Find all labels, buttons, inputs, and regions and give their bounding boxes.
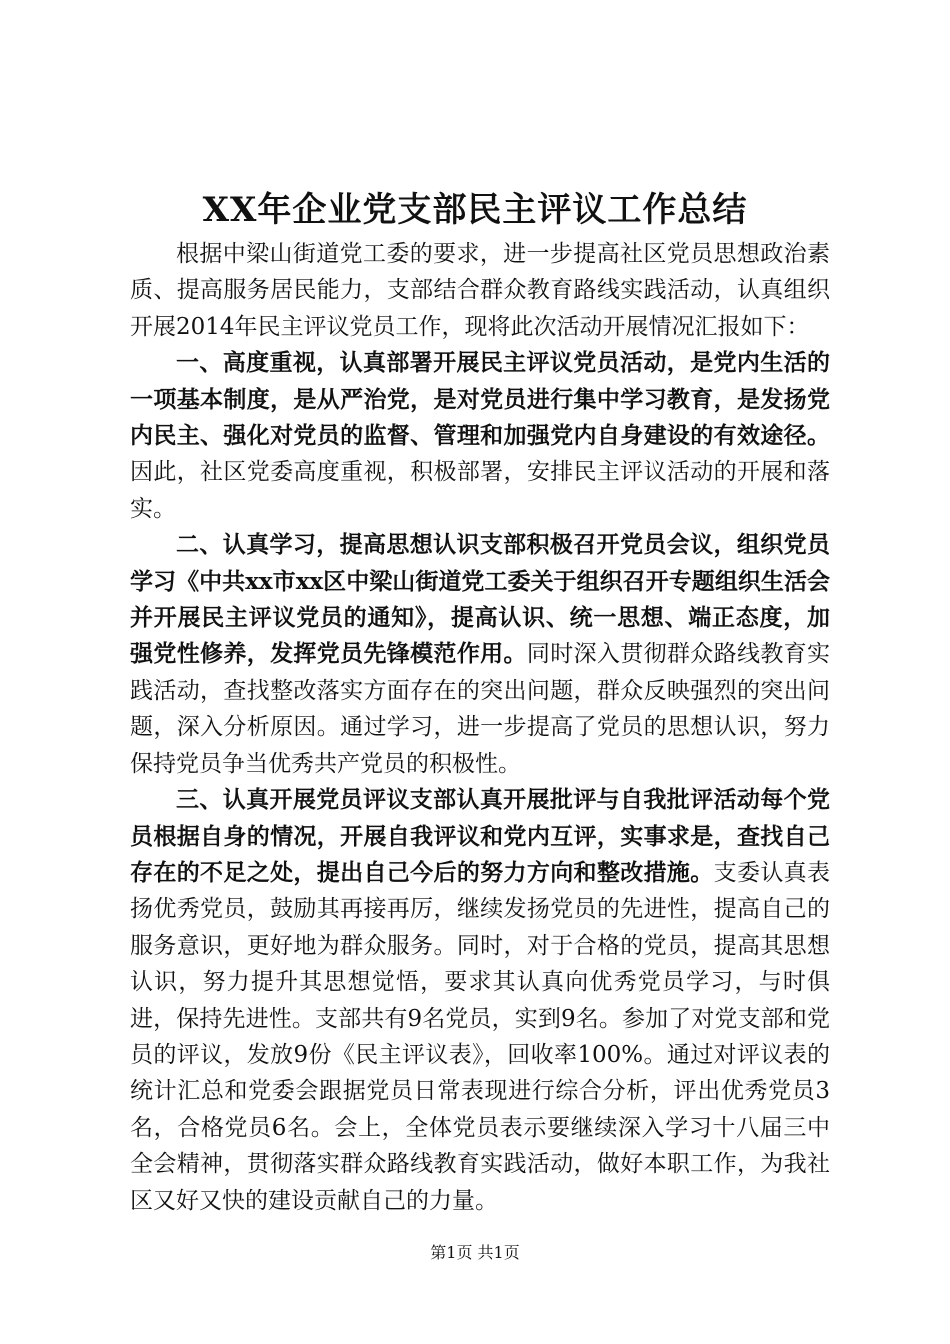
- paragraph-text: 支委认真表扬优秀党员，鼓励其再接再厉，继续发扬党员的先进性，提高自己的服务意识，更好地为群众服务。同时，对于合格的党员，提高其思想认识，努力提升其思想觉悟，要求其认真向优秀党员学习，与时俱进，保持先进性。支部共有9名党员，实到9名。参加了对党支部和党员的评议，发放9份《民主评议表》，回收率100%。通过对评议表的统计汇总和党委会跟据党员日常表现进行综合分析，评出优秀党员3名，合格党员6名。会上，全体党员表示要继续深入学习十八届三中全会精神，贯彻落实群众路线教育实践活动，做好本职工作，为我社区又好又快的建设贡献自己的力量。: [130, 859, 831, 1214]
- page-footer: 第1页 共1页: [430, 1243, 520, 1262]
- paragraph-text: 根据中梁山街道党工委的要求，进一步提高社区党员思想政治素质、提高服务居民能力，支部结合群众教育路线实践活动，认真组织开展2014年民主评议党员工作，现将此次活动开展情况汇报如下：: [130, 241, 830, 340]
- paragraph-section-2: [130, 527, 830, 782]
- paragraph-heading: 二、认真学习，提高思想认识支部积极召开党员会议，组织党员学习《中共xx市xx区中梁山街道党工委关于组织召开专题组织生活会并开展民主评议党员的通知》，提高认识、统一思想、端正态度，加强党性修养，发挥党员先锋模范作用。: [130, 531, 830, 668]
- paragraph-heading: 一、高度重视，认真部署开展民主评议党员活动，是党内生活的一项基本制度，是从严治党，是对党员进行集中学习教育，是发扬党内民主、强化对党员的监督、管理和加强党内自身建设的有效途径。: [130, 349, 830, 450]
- paragraph-section-1: [130, 345, 830, 527]
- paragraph-text: 因此，社区党委高度重视，积极部署，安排民主评议活动的开展和落实。: [130, 459, 830, 522]
- document-title: XX年企业党支部民主评议工作总结: [202, 190, 748, 230]
- paragraph-section-3: [130, 782, 830, 1219]
- paragraph-text: 同时深入贯彻群众路线教育实践活动，查找整改落实方面存在的突出问题，群众反映强烈的突出问题，深入分析原因。通过学习，进一步提高了党员的思想认识，努力保持党员争当优秀共产党员的积极性。: [130, 641, 831, 777]
- paragraph-heading: 三、认真开展党员评议支部认真开展批评与自我批评活动每个党员根据自身的情况，开展自我评议和党内互评，实事求是，查找自己存在的不足之处，提出自己今后的努力方向和整改措施。: [130, 786, 830, 886]
- paragraph-intro: [130, 236, 830, 345]
- document-body: [130, 236, 830, 1219]
